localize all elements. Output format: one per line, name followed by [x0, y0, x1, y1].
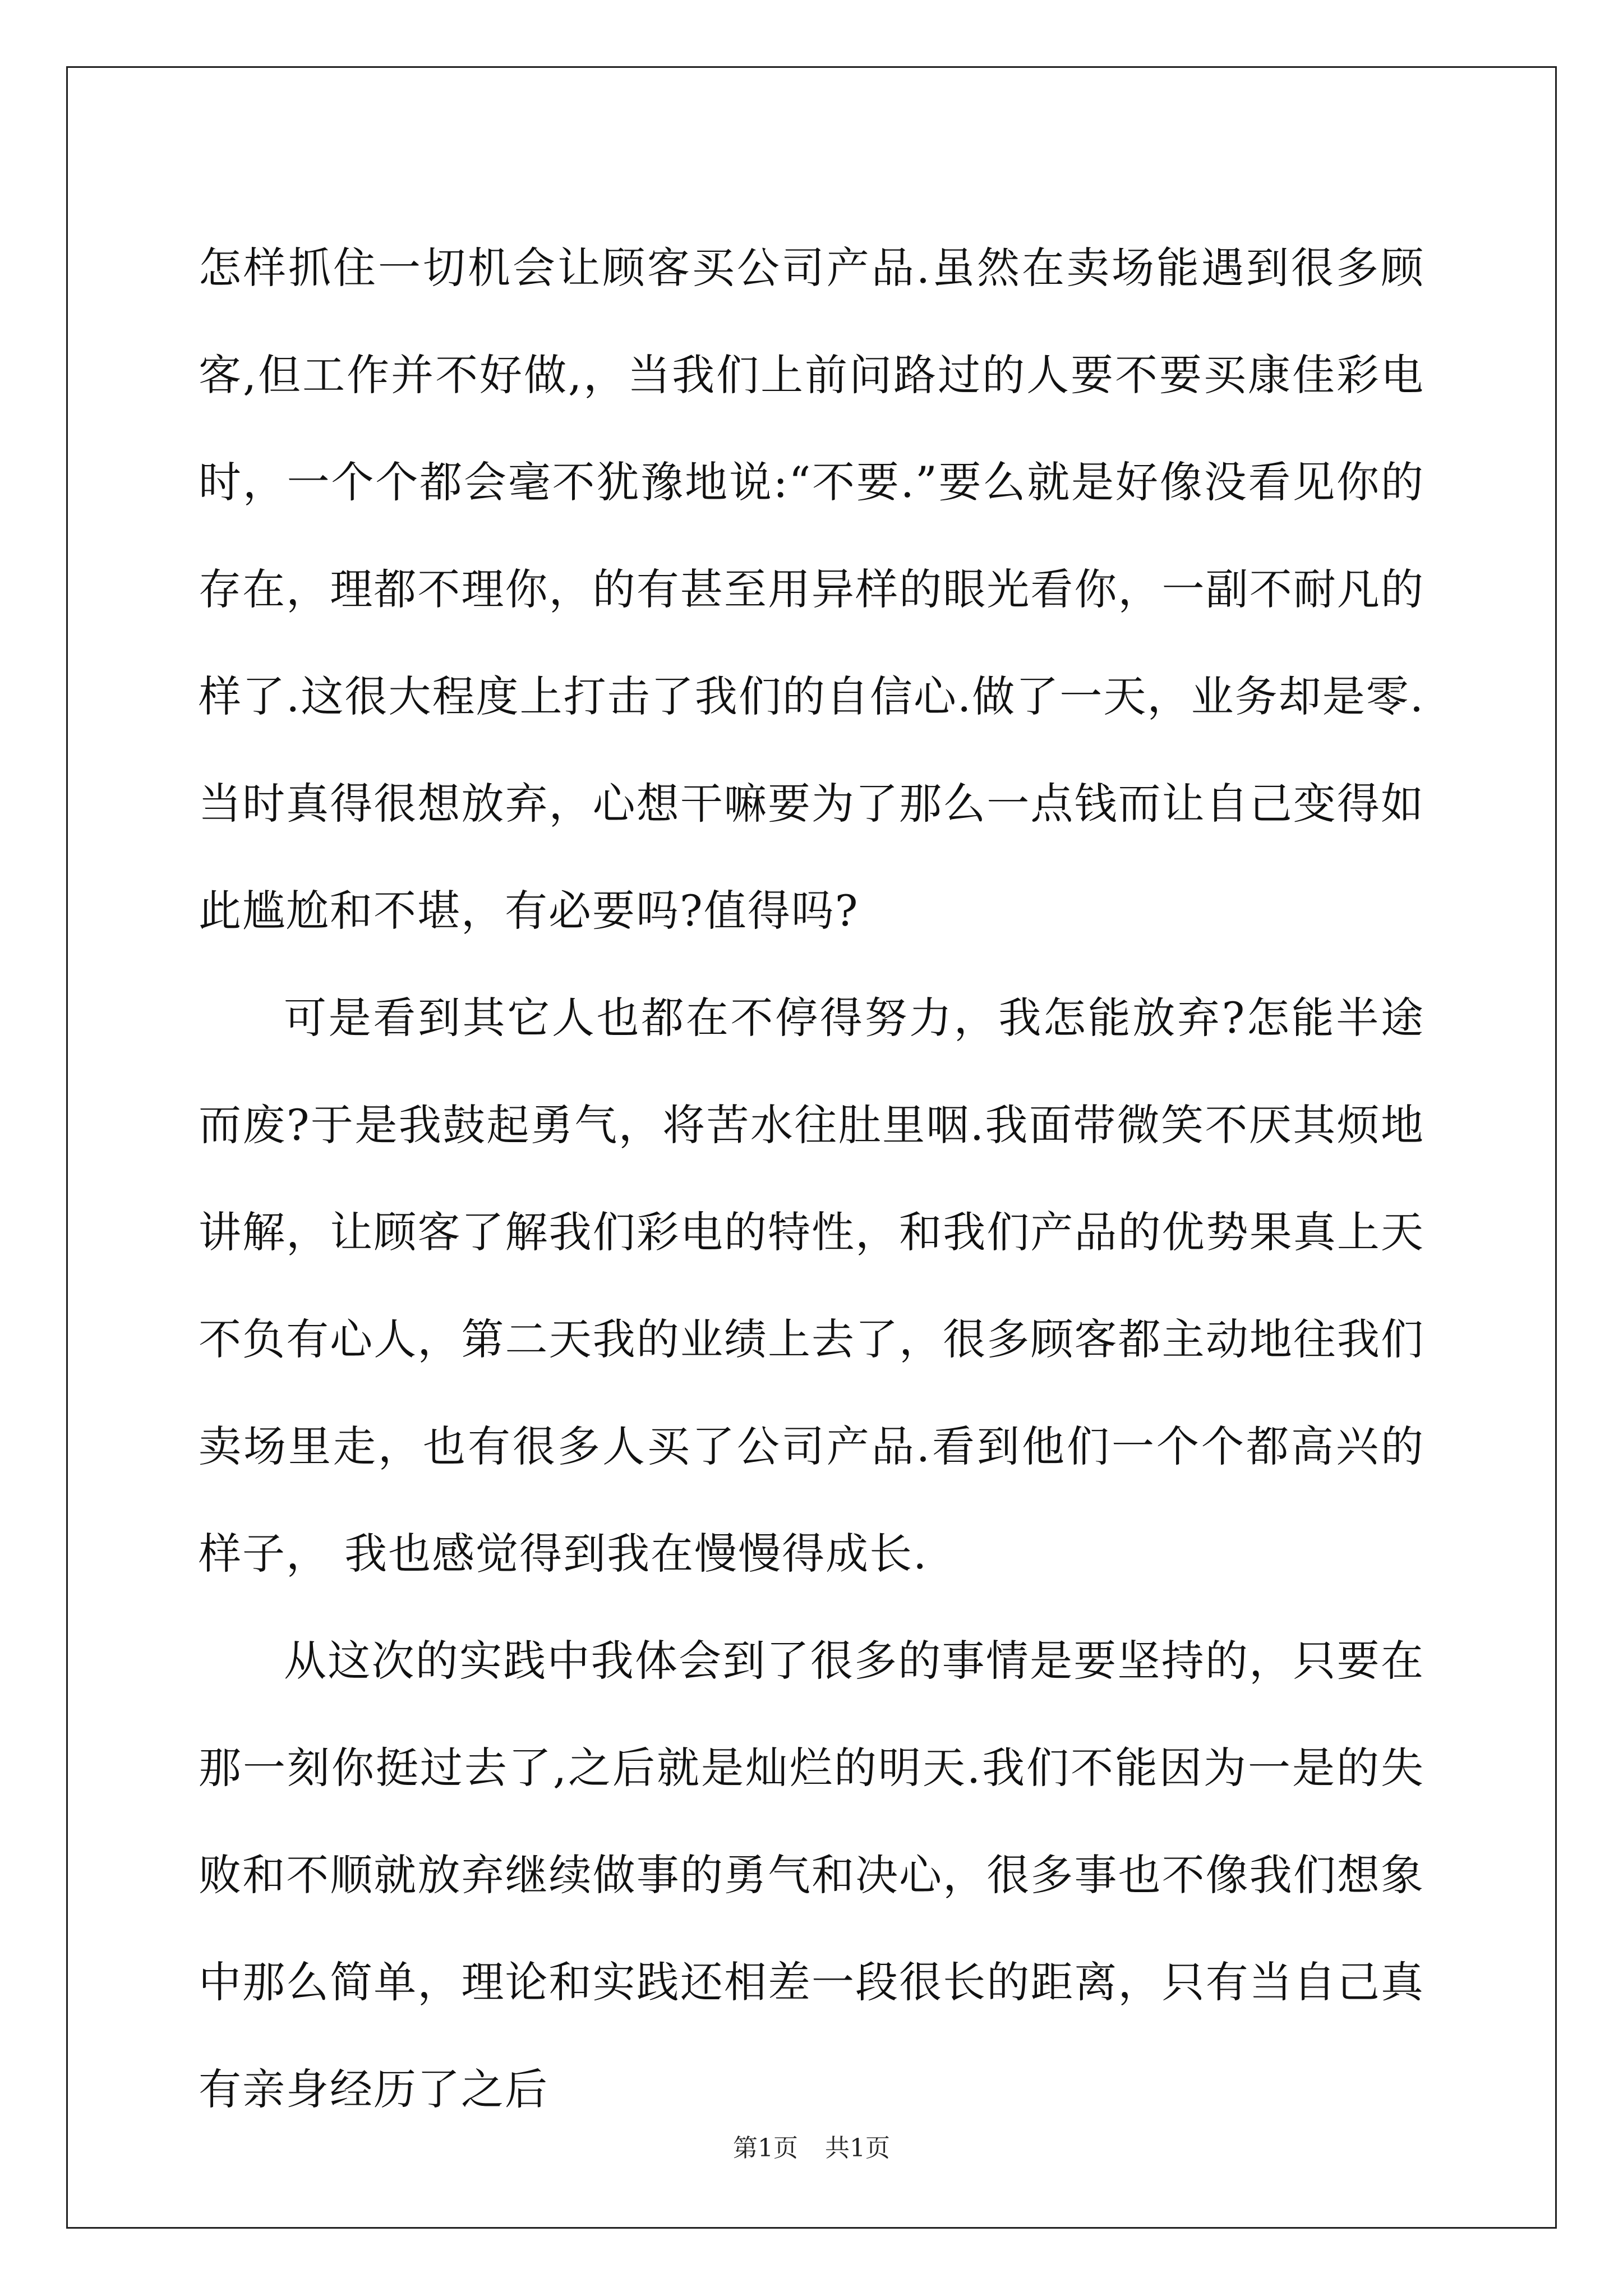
document-body — [199, 214, 1424, 2143]
paragraph-2: 可是看到其它人也都在不停得努力，我怎能放弃?怎能半途而废?于是我鼓起勇气，将苦水往肚里咽.我面带微笑不厌其烦地讲解，让顾客了解我们彩电的特性，和我们产品的优势果真上天不负有心人，第二天我的业绩上去了，很多顾客都主动地往我们卖场里走，也有很多人买了公司产品.看到他们一个个都高兴的样子， 我也感觉得到我在慢慢得成长. — [199, 993, 1424, 1579]
paragraph-1: 怎样抓住一切机会让顾客买公司产品.虽然在卖场能遇到很多顾客,但工作并不好做,，当我们上前问路过的人要不要买康佳彩电时，一个个都会毫不犹豫地说:“不要.”要么就是好像没看见你的存在，理都不理你，的有甚至用异样的眼光看你，一副不耐凡的样了.这很大程度上打击了我们的自信心.做了一天，业务却是零.当时真得很想放弃，心想干嘛要为了那么一点钱而让自己变得如此尴尬和不堪，有必要吗?值得吗? — [199, 243, 1424, 936]
page-footer — [0, 2132, 1623, 2165]
page-count: 共1页 — [825, 2134, 890, 2162]
paragraph-3: 从这次的实践中我体会到了很多的事情是要坚持的，只要在那一刻你挺过去了,之后就是灿烂的明天.我们不能因为一是的失败和不顺就放弃继续做事的勇气和决心，很多事也不像我们想象中那么简单，理论和实践还相差一段很长的距离，只有当自己真有亲身经历了之后 — [199, 1636, 1424, 2114]
page-number: 第1页 — [733, 2134, 798, 2162]
